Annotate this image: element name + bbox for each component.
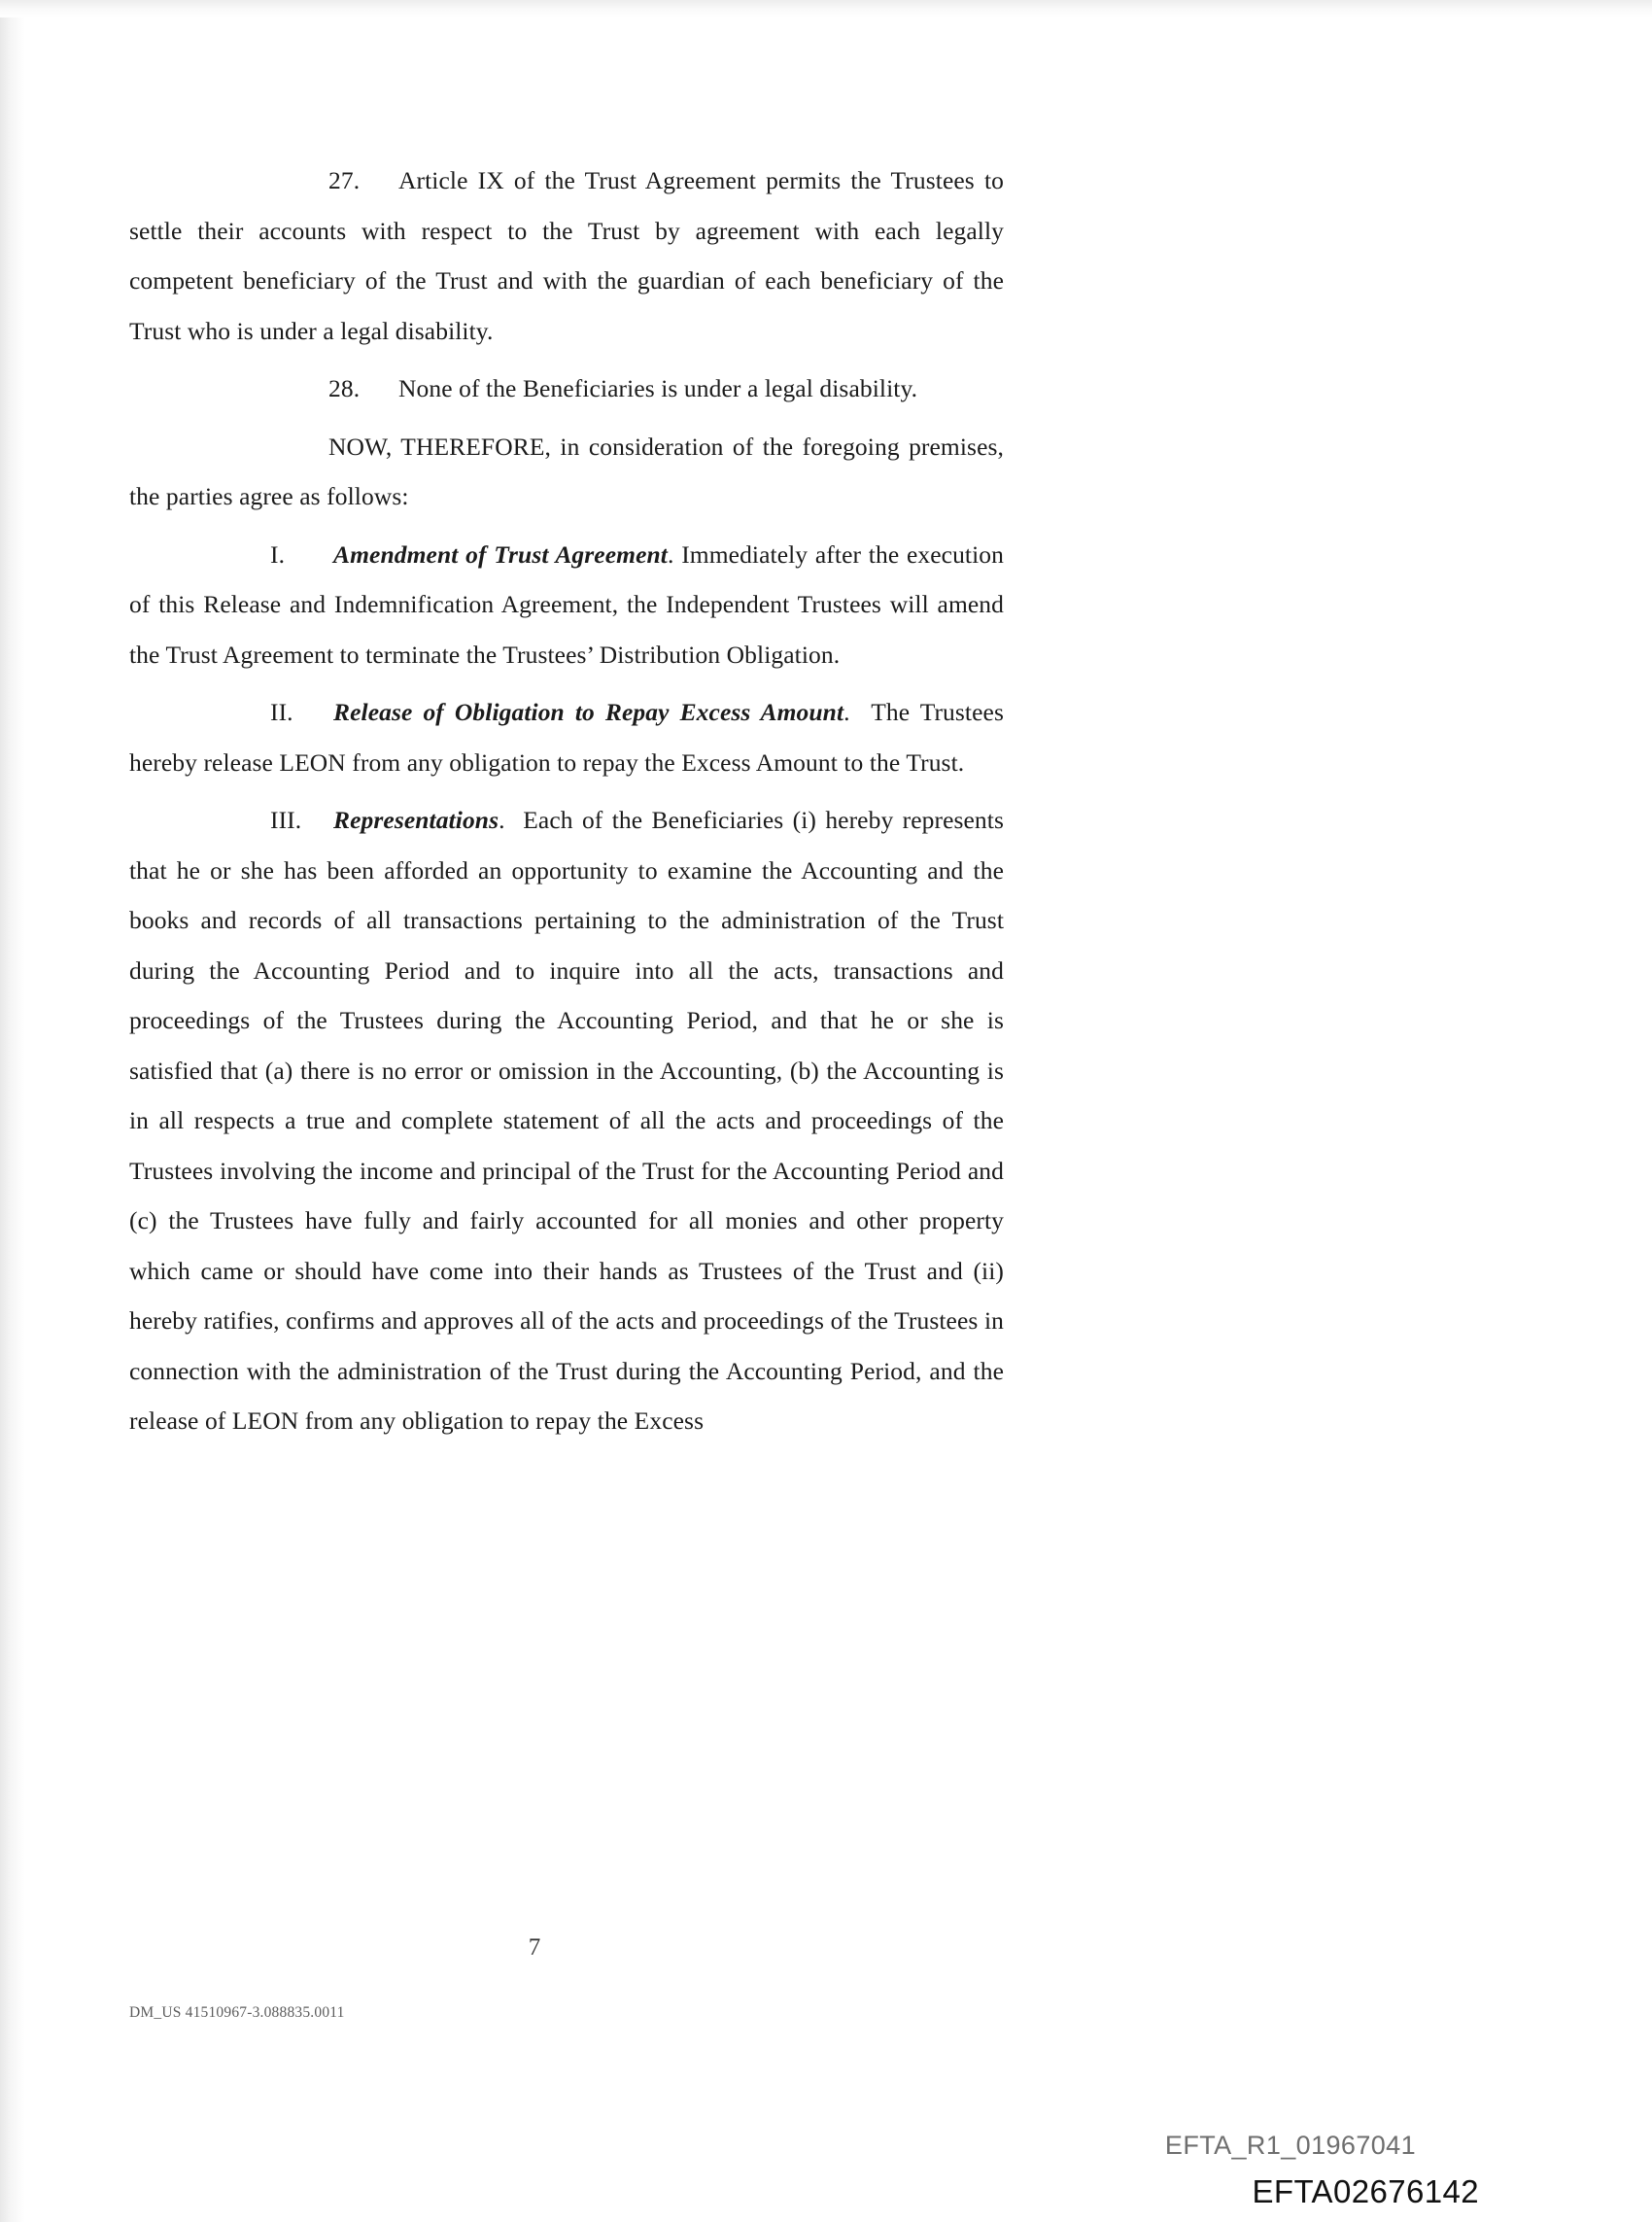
- section-text-iii: Each of the Beneficiaries (i) hereby represents that he or she has been afforded an opportunity to examine the Accounting and the books and records of all transactions pertaining to the administration of the Trust during the Accounting Period and to inquire into all the acts, transactions and proceedings of the Trustees during the Accounting Period, and that he or she is satisfied that (a) there is no error or omission in the Accounting, (b) the Accounting is in all respects a true and complete statement of all the acts and proceedings of the Trustees involving the income and principal of the Trust for the Accounting Period and (c) the Trustees have fully and fairly accounted for all monies and other property which came or should have come into their hands as Trustees of the Trust and (ii) hereby ratifies, confirms and approves all of the acts and proceedings of the Trustees in connection with the administration of the Trust during the Accounting Period, and the release of LEON from any obligation to repay the Excess: [129, 806, 1004, 1435]
- section-text-ii: The Trustees hereby release LEON from any obligation to repay the Excess Amount to the Trust.: [129, 698, 1004, 777]
- bates-stamp-primary: EFTA02676142: [1252, 2173, 1479, 2209]
- section-paragraph-ii: [129, 687, 1004, 787]
- paragraph-marker-27: 27.: [328, 166, 361, 194]
- document-reference-code: DM_US 41510967-3.088835.0011: [129, 2004, 345, 2021]
- section-title-ii: Release of Obligation to Repay Excess Amount: [333, 698, 844, 726]
- paragraph-text-28: None of the Beneficiaries is under a legal disability.: [398, 374, 918, 402]
- scan-edge-left-shadow: [0, 0, 25, 2222]
- section-marker-ii: II.: [270, 698, 293, 726]
- section-title-suffix-ii: .: [843, 698, 850, 726]
- section-paragraph-i: [129, 530, 1004, 680]
- document-body: [129, 156, 1004, 1454]
- preamble-text: NOW, THEREFORE, in consideration of the foregoing premises, the parties agree as follows:: [129, 432, 1004, 510]
- bates-stamp-secondary: EFTA_R1_01967041: [1164, 2131, 1416, 2160]
- section-marker-iii: III.: [270, 806, 302, 834]
- section-title-suffix-iii: .: [499, 806, 505, 834]
- preamble-paragraph: [129, 422, 1004, 522]
- numbered-paragraph-28: [129, 364, 1004, 414]
- section-title-i: Amendment of Trust Agreement: [333, 539, 668, 569]
- scan-edge-top-shadow: [0, 0, 1652, 17]
- paragraph-marker-28: 28.: [328, 374, 361, 402]
- section-title-iii: Representations: [333, 806, 499, 834]
- numbered-paragraph-27: [129, 156, 1004, 356]
- section-text-i: Immediately after the execution of this Release and Indemnification Agreement, the Independent Trustees will amend the Trust Agreement to terminate the Trustees’ Distribution Obligation.: [129, 539, 1005, 669]
- paragraph-text-27: Article IX of the Trust Agreement permits the Trustees to settle their accounts with respect to the Trust by agreement with each legally competent beneficiary of the Trust and with the guardian of each beneficiary of the Trust who is under a legal disability.: [129, 166, 1004, 345]
- section-paragraph-iii: [129, 795, 1004, 1446]
- page-number: 7: [528, 1934, 541, 1961]
- section-marker-i: I.: [270, 539, 286, 569]
- section-title-suffix-i: .: [667, 539, 674, 569]
